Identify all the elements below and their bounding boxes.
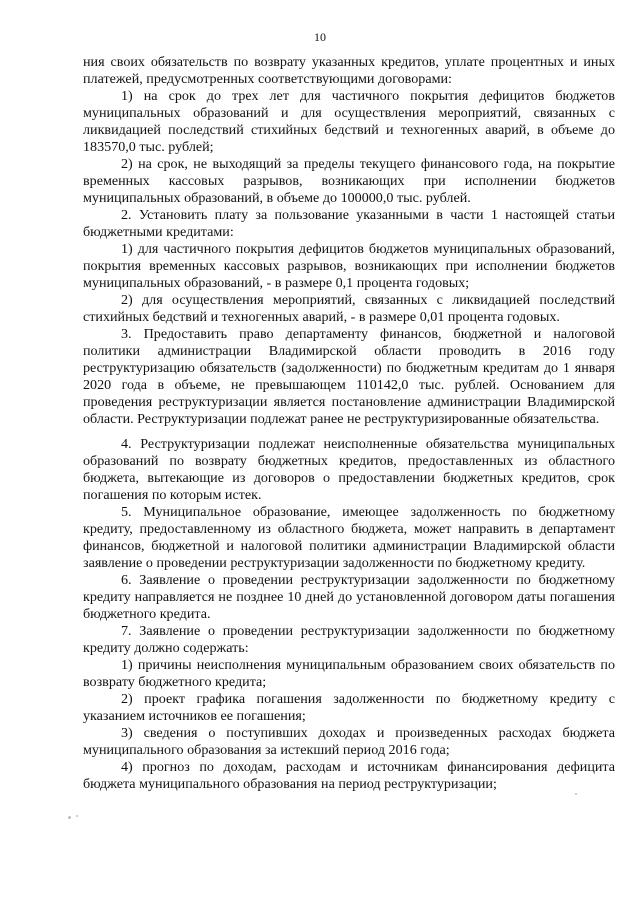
paragraph: 4) прогноз по доходам, расходам и источникам финансирования дефицита бюджета муниципального образования на период реструктуризации;	[83, 759, 615, 792]
paragraph: 4. Реструктуризации подлежат неисполненные обязательства муниципальных образований по возврату бюджетных кредитов, предоставленных из областного бюджета, вытекающие из договоров о предоставлении бюджетных кредитов, срок погашения по которым истек.	[83, 436, 615, 503]
document-body	[83, 54, 615, 793]
paragraph: 6. Заявление о проведении реструктуризации задолженности по бюджетному кредиту направляется не позднее 10 дней до установленной договором даты погашения бюджетного кредита.	[83, 572, 615, 622]
paragraph: 2. Установить плату за пользование указанными в части 1 настоящей статьи бюджетными кредитами:	[83, 207, 615, 240]
paragraph: 2) для осуществления мероприятий, связанных с ликвидацией последствий стихийных бедствий и техногенных аварий, - в размере 0,01 процента годовых.	[83, 292, 615, 325]
paragraph: 2) на срок, не выходящий за пределы текущего финансового года, на покрытие временных кассовых разрывов, возникающих при исполнении бюджетов муниципальных образований, в объеме до 100000,0 тыс. рублей.	[83, 156, 615, 206]
scan-speck	[68, 816, 71, 819]
paragraph: 1) для частичного покрытия дефицитов бюджетов муниципальных образований, покрытия временных кассовых разрывов, возникающих при исполнении бюджетов муниципальных образований, - в размере 0,1 процента годовых;	[83, 241, 615, 291]
page-number: 10	[314, 30, 326, 44]
paragraph: 2) проект графика погашения задолженности по бюджетному кредиту с указанием источников ее погашения;	[83, 691, 615, 724]
paragraph: ния своих обязательств по возврату указанных кредитов, уплате процентных и иных платежей, предусмотренных соответствующими договорами:	[83, 54, 615, 87]
paragraph: 5. Муниципальное образование, имеющее задолженность по бюджетному кредиту, предоставленному из областного бюджета, может направить в департамент финансов, бюджетной и налоговой политики администрации Владимирской области заявление о проведении реструктуризации задолженности по бюджетному кредиту.	[83, 504, 615, 571]
paragraph: 1) на срок до трех лет для частичного покрытия дефицитов бюджетов муниципальных образований и для осуществления мероприятий, связанных с ликвидацией последствий стихийных бедствий и техногенных аварий, в объеме до 183570,0 тыс. рублей;	[83, 88, 615, 155]
scan-speck	[76, 815, 78, 817]
paragraph: 7. Заявление о проведении реструктуризации задолженности по бюджетному кредиту должно содержать:	[83, 623, 615, 656]
paragraph: 3) сведения о поступивших доходах и произведенных расходах бюджета муниципального образования за истекший период 2016 года;	[83, 725, 615, 758]
scan-speck	[575, 793, 577, 795]
paragraph: 1) причины неисполнения муниципальным образованием своих обязательств по возврату бюджетного кредита;	[83, 657, 615, 690]
paragraph: 3. Предоставить право департаменту финансов, бюджетной и налоговой политики администрации Владимирской области проводить в 2016 году реструктуризацию обязательств (задолженности) по бюджетным кредитам до 1 января 2020 года в объеме, не превышающем 110142,0 тыс. рублей. Основанием для проведения реструктуризации является постановление администрации Владимирской области. Реструктуризации подлежат ранее не реструктуризированные обязательства.	[83, 326, 615, 427]
